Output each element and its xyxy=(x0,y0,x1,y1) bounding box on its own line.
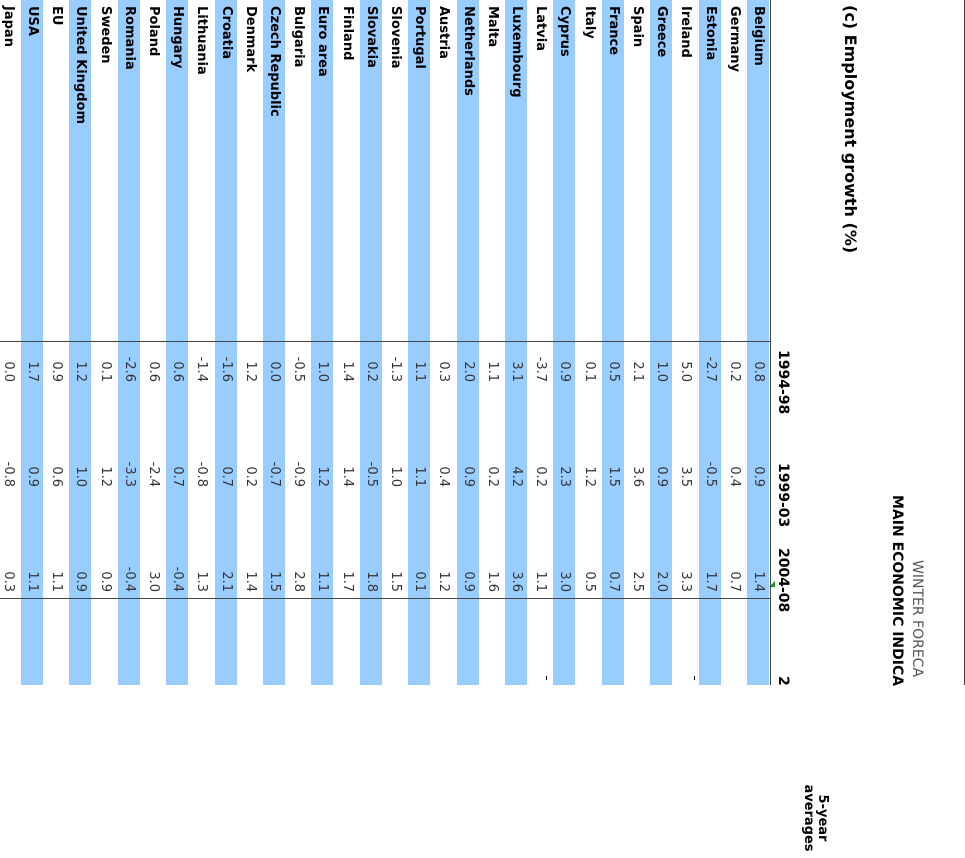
value-2004-08: 0.9 xyxy=(97,571,113,592)
value-2004-08: 0.1 xyxy=(412,571,428,592)
country-name: Czech Republic xyxy=(267,6,282,117)
value-2004-08: 1.5 xyxy=(388,571,403,592)
value-1999-03: -0.5 xyxy=(363,461,379,487)
value-1994-98: 1.4 xyxy=(339,361,355,382)
value-1994-98: 3.1 xyxy=(509,361,524,382)
value-2004-08: 0.3 xyxy=(0,571,16,592)
forecast-label: WINTER FORECA xyxy=(909,560,925,678)
value-2004-08: -0.4 xyxy=(170,566,186,592)
country-name: Lithuania xyxy=(194,6,210,75)
value-1994-98: 0.9 xyxy=(49,361,65,382)
country-name: Sweden xyxy=(97,6,113,64)
value-1999-03: -0.7 xyxy=(267,461,282,487)
value-2004-08: -0.4 xyxy=(121,566,137,592)
table-row xyxy=(723,0,745,685)
column-divider xyxy=(0,341,771,342)
value-2004-08: 1.6 xyxy=(484,571,500,592)
value-1994-98: 1.0 xyxy=(654,361,670,382)
value-1994-98: 2.1 xyxy=(630,361,645,382)
value-1994-98: 1.0 xyxy=(315,361,331,382)
value-1999-03: 2.3 xyxy=(557,466,573,487)
value-1994-98: 0.1 xyxy=(581,361,597,382)
value-1994-98: 1.7 xyxy=(25,361,40,382)
value-1994-98: 0.3 xyxy=(436,361,452,382)
country-name: Belgium xyxy=(751,6,766,66)
value-1994-98: 1.1 xyxy=(412,361,428,382)
table-row xyxy=(602,0,624,685)
value-2004-08: 1.4 xyxy=(751,571,766,592)
value-2004-08: 1.3 xyxy=(194,571,210,592)
table-row xyxy=(408,0,430,685)
table-row xyxy=(626,0,648,685)
table-row xyxy=(674,0,696,685)
value-1999-03: 1.5 xyxy=(605,466,621,487)
row-dash-mark xyxy=(546,676,547,680)
value-1999-03: -3.3 xyxy=(121,461,137,487)
value-1999-03: 0.9 xyxy=(25,466,40,487)
value-1994-98: 0.0 xyxy=(267,361,282,382)
country-name: Romania xyxy=(121,6,137,70)
year-header-2004-08: 2004-08 xyxy=(775,548,791,613)
value-1994-98: 5.0 xyxy=(678,361,694,382)
country-name: Croatia xyxy=(218,6,234,60)
value-1999-03: 0.9 xyxy=(654,466,670,487)
country-name: Luxembourg xyxy=(509,6,524,98)
averages-header: 5-year averages xyxy=(801,784,830,852)
country-name: Denmark xyxy=(242,6,258,73)
table-top-rule xyxy=(770,0,771,685)
table-row xyxy=(118,0,140,685)
value-1999-03: 1.2 xyxy=(315,466,331,487)
value-2004-08: 0.7 xyxy=(726,571,742,592)
table-row xyxy=(21,0,43,685)
country-name: Malta xyxy=(484,6,500,48)
value-1994-98: 0.5 xyxy=(605,361,621,382)
table-row xyxy=(336,0,358,685)
value-2004-08: 2.1 xyxy=(218,571,234,592)
country-name: Japan xyxy=(0,6,16,47)
value-1999-03: 0.4 xyxy=(726,466,742,487)
value-2004-08: 3.3 xyxy=(678,571,694,592)
value-1999-03: 0.4 xyxy=(436,466,452,487)
value-1994-98: 0.8 xyxy=(751,361,766,382)
table-row xyxy=(529,0,551,685)
country-name: Italy xyxy=(581,6,597,39)
value-1994-98: -0.5 xyxy=(291,356,307,382)
table-row xyxy=(190,0,212,685)
value-1999-03: 0.7 xyxy=(170,466,186,487)
table-row xyxy=(287,0,309,685)
value-1999-03: -0.8 xyxy=(194,461,210,487)
table-row xyxy=(360,0,382,685)
value-2004-08: 0.7 xyxy=(605,571,621,592)
value-1994-98: -3.7 xyxy=(533,356,549,382)
value-1994-98: -2.7 xyxy=(702,356,718,382)
value-1999-03: 0.2 xyxy=(242,466,258,487)
value-1994-98: -2.6 xyxy=(121,356,137,382)
value-1994-98: 0.9 xyxy=(557,361,573,382)
value-2004-08: 2.8 xyxy=(291,571,307,592)
value-1999-03: -0.9 xyxy=(291,461,307,487)
value-1999-03: 1.2 xyxy=(581,466,597,487)
value-1994-98: 1.1 xyxy=(484,361,500,382)
value-1994-98: -1.4 xyxy=(194,356,210,382)
value-1999-03: 1.0 xyxy=(73,466,89,487)
table-row xyxy=(553,0,575,685)
table-row xyxy=(263,0,285,685)
value-1994-98: 0.6 xyxy=(170,361,186,382)
table-row xyxy=(45,0,67,685)
value-2004-08: 1.2 xyxy=(436,571,452,592)
value-2004-08: 2.0 xyxy=(654,571,670,592)
value-1999-03: 0.9 xyxy=(460,466,476,487)
value-1999-03: -2.4 xyxy=(146,461,161,487)
value-2004-08: 0.9 xyxy=(460,571,476,592)
country-name: Euro area xyxy=(315,6,331,77)
table-row xyxy=(578,0,600,685)
table-row xyxy=(505,0,527,685)
value-2004-08: 1.7 xyxy=(702,571,718,592)
value-2004-08: 1.1 xyxy=(315,571,331,592)
table-row xyxy=(94,0,116,685)
value-1994-98: 0.2 xyxy=(726,361,742,382)
value-2004-08: 1.1 xyxy=(533,571,549,592)
value-1994-98: 0.2 xyxy=(363,361,379,382)
value-2004-08: 3.0 xyxy=(557,571,573,592)
value-1999-03: 1.2 xyxy=(97,466,113,487)
section-title: (c) Employment growth (%) xyxy=(841,5,860,254)
value-2004-08: 1.7 xyxy=(339,571,355,592)
table-row xyxy=(0,0,19,685)
table-row xyxy=(481,0,503,685)
country-name: Austria xyxy=(436,6,452,59)
country-name: Finland xyxy=(339,6,355,61)
main-title: MAIN ECONOMIC INDICA xyxy=(889,495,905,687)
country-name: Bulgaria xyxy=(291,6,307,68)
value-1994-98: 1.2 xyxy=(242,361,258,382)
table-row xyxy=(142,0,164,685)
year-header-next: 2 xyxy=(775,676,791,686)
value-1999-03: 0.9 xyxy=(751,466,766,487)
country-name: Ireland xyxy=(678,6,694,58)
table-row xyxy=(239,0,261,685)
table-row xyxy=(457,0,479,685)
country-name: Germany xyxy=(726,6,742,72)
table-row xyxy=(699,0,721,685)
country-name: United Kingdom xyxy=(73,6,89,125)
value-2004-08: 2.5 xyxy=(630,571,645,592)
country-name: Netherlands xyxy=(460,6,476,96)
value-2004-08: 3.6 xyxy=(509,571,524,592)
column-divider xyxy=(0,598,771,599)
value-1994-98: -1.3 xyxy=(388,356,403,382)
value-1999-03: 0.6 xyxy=(49,466,65,487)
table-row xyxy=(747,0,769,685)
country-name: Latvia xyxy=(533,6,549,51)
country-name: Portugal xyxy=(412,6,428,69)
country-name: Slovakia xyxy=(363,6,379,68)
country-name: Spain xyxy=(630,6,645,48)
table-row xyxy=(650,0,672,685)
table-row xyxy=(69,0,91,685)
value-1999-03: 0.2 xyxy=(533,466,549,487)
value-1994-98: -1.6 xyxy=(218,356,234,382)
table-row xyxy=(311,0,333,685)
row-dash-mark xyxy=(694,676,695,680)
value-2004-08: 1.8 xyxy=(363,571,379,592)
country-name: Cyprus xyxy=(557,6,573,57)
value-2004-08: 1.1 xyxy=(49,571,65,592)
value-1999-03: 0.2 xyxy=(484,466,500,487)
table-row xyxy=(215,0,237,685)
value-2004-08: 1.4 xyxy=(242,571,258,592)
value-1994-98: 2.0 xyxy=(460,361,476,382)
value-2004-08: 0.5 xyxy=(581,571,597,592)
year-header-1994-98: 1994-98 xyxy=(775,350,791,415)
value-1994-98: 0.1 xyxy=(97,361,113,382)
value-1994-98: 1.2 xyxy=(73,361,89,382)
value-2004-08: 1.5 xyxy=(267,571,282,592)
value-1999-03: 3.6 xyxy=(630,466,645,487)
year-header-1999-03: 1999-03 xyxy=(775,463,791,528)
country-name: Hungary xyxy=(170,6,186,69)
value-1999-03: 1.1 xyxy=(412,466,428,487)
value-1994-98: 0.0 xyxy=(0,361,16,382)
value-1999-03: 3.5 xyxy=(678,466,694,487)
value-1994-98: 0.6 xyxy=(146,361,161,382)
value-1999-03: -0.5 xyxy=(702,461,718,487)
value-1999-03: 1.4 xyxy=(339,466,355,487)
table-row xyxy=(432,0,454,685)
value-1999-03: 1.0 xyxy=(388,466,403,487)
country-name: Estonia xyxy=(702,6,718,61)
value-2004-08: 3.0 xyxy=(146,571,161,592)
value-1999-03: 0.7 xyxy=(218,466,234,487)
value-1999-03: -0.8 xyxy=(0,461,16,487)
table-row xyxy=(166,0,188,685)
table-row xyxy=(384,0,406,685)
value-2004-08: 0.9 xyxy=(73,571,89,592)
country-name: Poland xyxy=(146,6,161,57)
country-name: France xyxy=(605,6,621,56)
value-1999-03: 4.2 xyxy=(509,466,524,487)
country-name: Slovenia xyxy=(388,6,403,69)
value-2004-08: 1.1 xyxy=(25,571,40,592)
country-name: Greece xyxy=(654,6,670,58)
country-name: EU xyxy=(49,6,65,26)
country-name: USA xyxy=(25,6,40,36)
